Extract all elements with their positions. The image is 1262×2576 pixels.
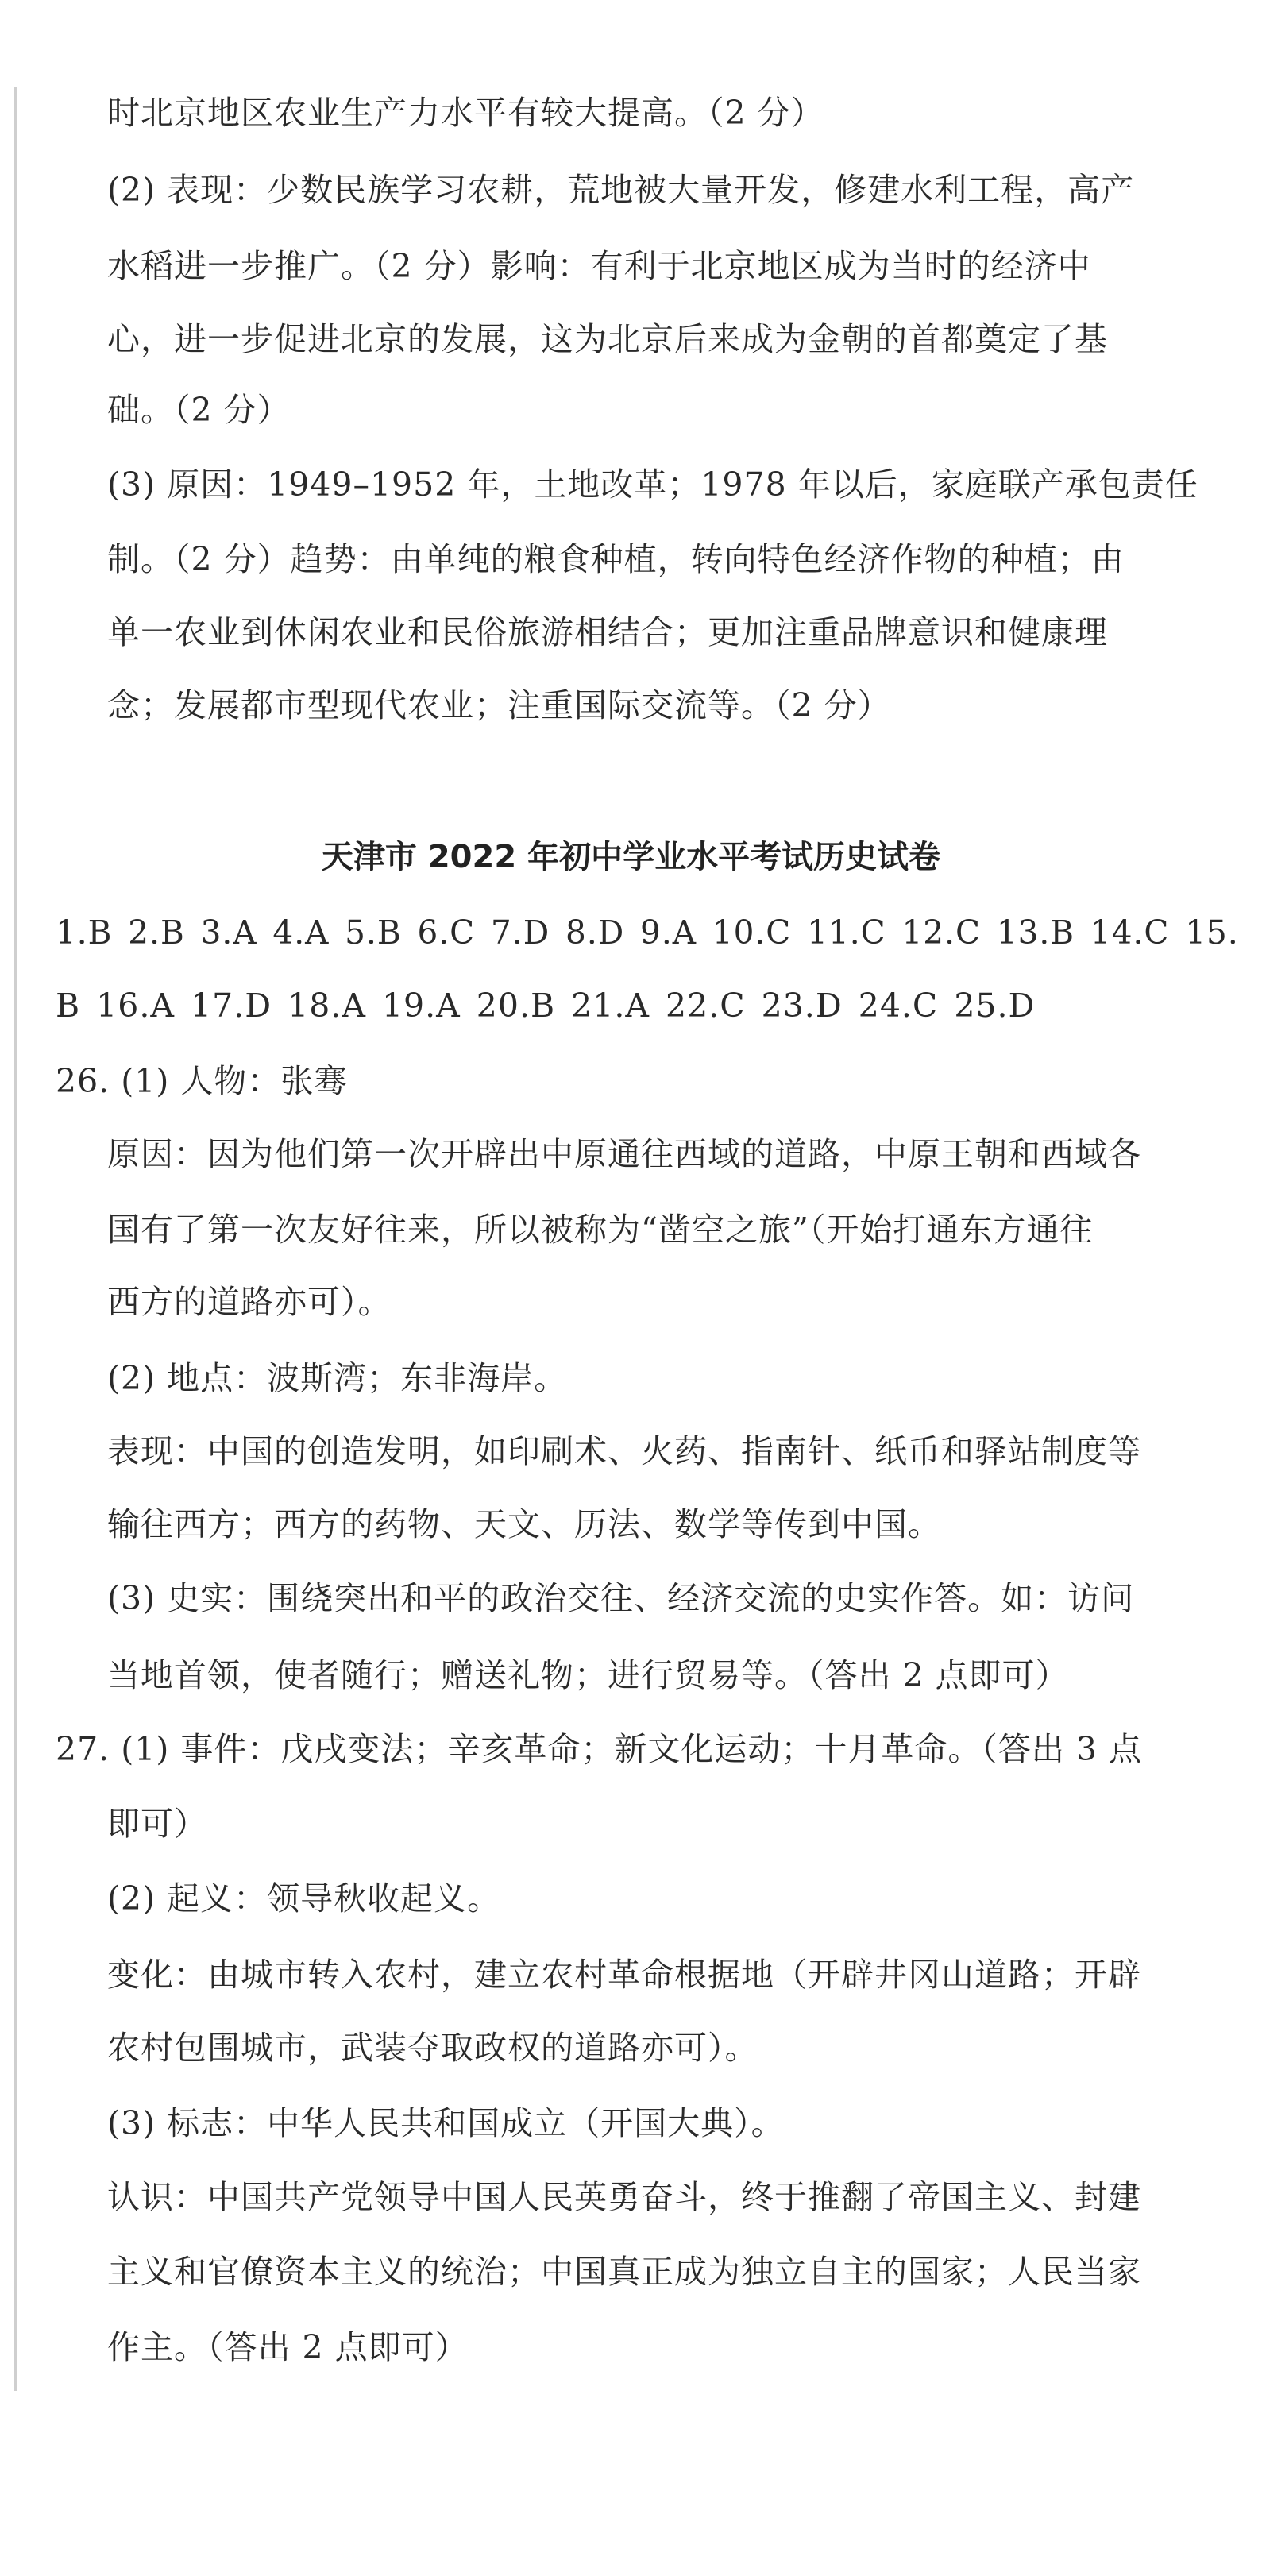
text-line: 国有了第一次友好往来，所以被称为“凿空之旅”（开始打通东方通往 — [107, 1211, 1094, 1249]
text-line: (3) 史实：围绕突出和平的政治交往、经济交流的史实作答。如：访问 — [107, 1579, 1135, 1617]
text-line: 即可） — [107, 1805, 207, 1843]
text-line: 变化：由城市转入农村，建立农村革命根据地（开辟井冈山道路；开辟 — [107, 1956, 1141, 1994]
text-line: 认识：中国共产党领导中国人民英勇奋斗，终于推翻了帝国主义、封建 — [107, 2178, 1141, 2216]
text-line: 原因：因为他们第一次开辟出中原通往西域的道路，中原王朝和西域各 — [107, 1135, 1141, 1173]
text-line: 27. (1) 事件：戊戌变法；辛亥革命；新文化运动；十月革命。（答出 3 点 — [56, 1730, 1142, 1768]
text-line: 当地首领，使者随行；赠送礼物；进行贸易等。（答出 2 点即可） — [107, 1656, 1069, 1694]
text-line: 西方的道路亦可）。 — [107, 1283, 392, 1321]
text-line: 表现：中国的创造发明，如印刷术、火药、指南针、纸币和驿站制度等 — [107, 1432, 1141, 1470]
text-line: 单一农业到休闲农业和民俗旅游相结合；更加注重品牌意识和健康理 — [107, 613, 1108, 651]
text-line: 时北京地区农业生产力水平有较大提高。（2 分） — [107, 94, 824, 132]
text-line: 制。（2 分）趋势：由单纯的粮食种植，转向特色经济作物的种植；由 — [107, 540, 1125, 578]
text-line: 念；发展都市型现代农业；注重国际交流等。（2 分） — [107, 686, 891, 724]
text-line: 农村包围城市，武装夺取政权的道路亦可）。 — [107, 2029, 758, 2067]
text-line: (3) 原因：1949–1952 年，土地改革；1978 年以后，家庭联产承包责任 — [107, 465, 1198, 504]
text-line: 输往西方；西方的药物、天文、历法、数学等传到中国。 — [107, 1505, 941, 1543]
text-line: 26. (1) 人物：张骞 — [56, 1062, 348, 1100]
text-line: B 16.A 17.D 18.A 19.A 20.B 21.A 22.C 23.D 24.C 25.D — [56, 987, 1036, 1025]
text-line: 心，进一步促进北京的发展，这为北京后来成为金朝的首都奠定了基 — [107, 320, 1108, 358]
text-line: (2) 表现：少数民族学习农耕，荒地被大量开发，修建水利工程，高产 — [107, 171, 1135, 209]
text-line: 础。（2 分） — [107, 391, 291, 429]
text-line: 作主。（答出 2 点即可） — [107, 2328, 469, 2366]
exam-title: 天津市 2022 年初中学业水平考试历史试卷 — [321, 839, 941, 875]
text-line: (2) 地点：波斯湾；东非海岸。 — [107, 1359, 568, 1397]
text-line: 水稻进一步推广。（2 分）影响：有利于北京地区成为当时的经济中 — [107, 247, 1091, 285]
text-line: (2) 起义：领导秋收起义。 — [107, 1879, 501, 1918]
page-margin-line — [14, 87, 17, 2391]
text-line: 主义和官僚资本主义的统治；中国真正成为独立自主的国家；人民当家 — [107, 2253, 1141, 2291]
text-line: (3) 标志：中华人民共和国成立（开国大典）。 — [107, 2104, 785, 2142]
text-line: 1.B 2.B 3.A 4.A 5.B 6.C 7.D 8.D 9.A 10.C 11.C 12.C 13.B 14.C 15. — [56, 913, 1239, 952]
